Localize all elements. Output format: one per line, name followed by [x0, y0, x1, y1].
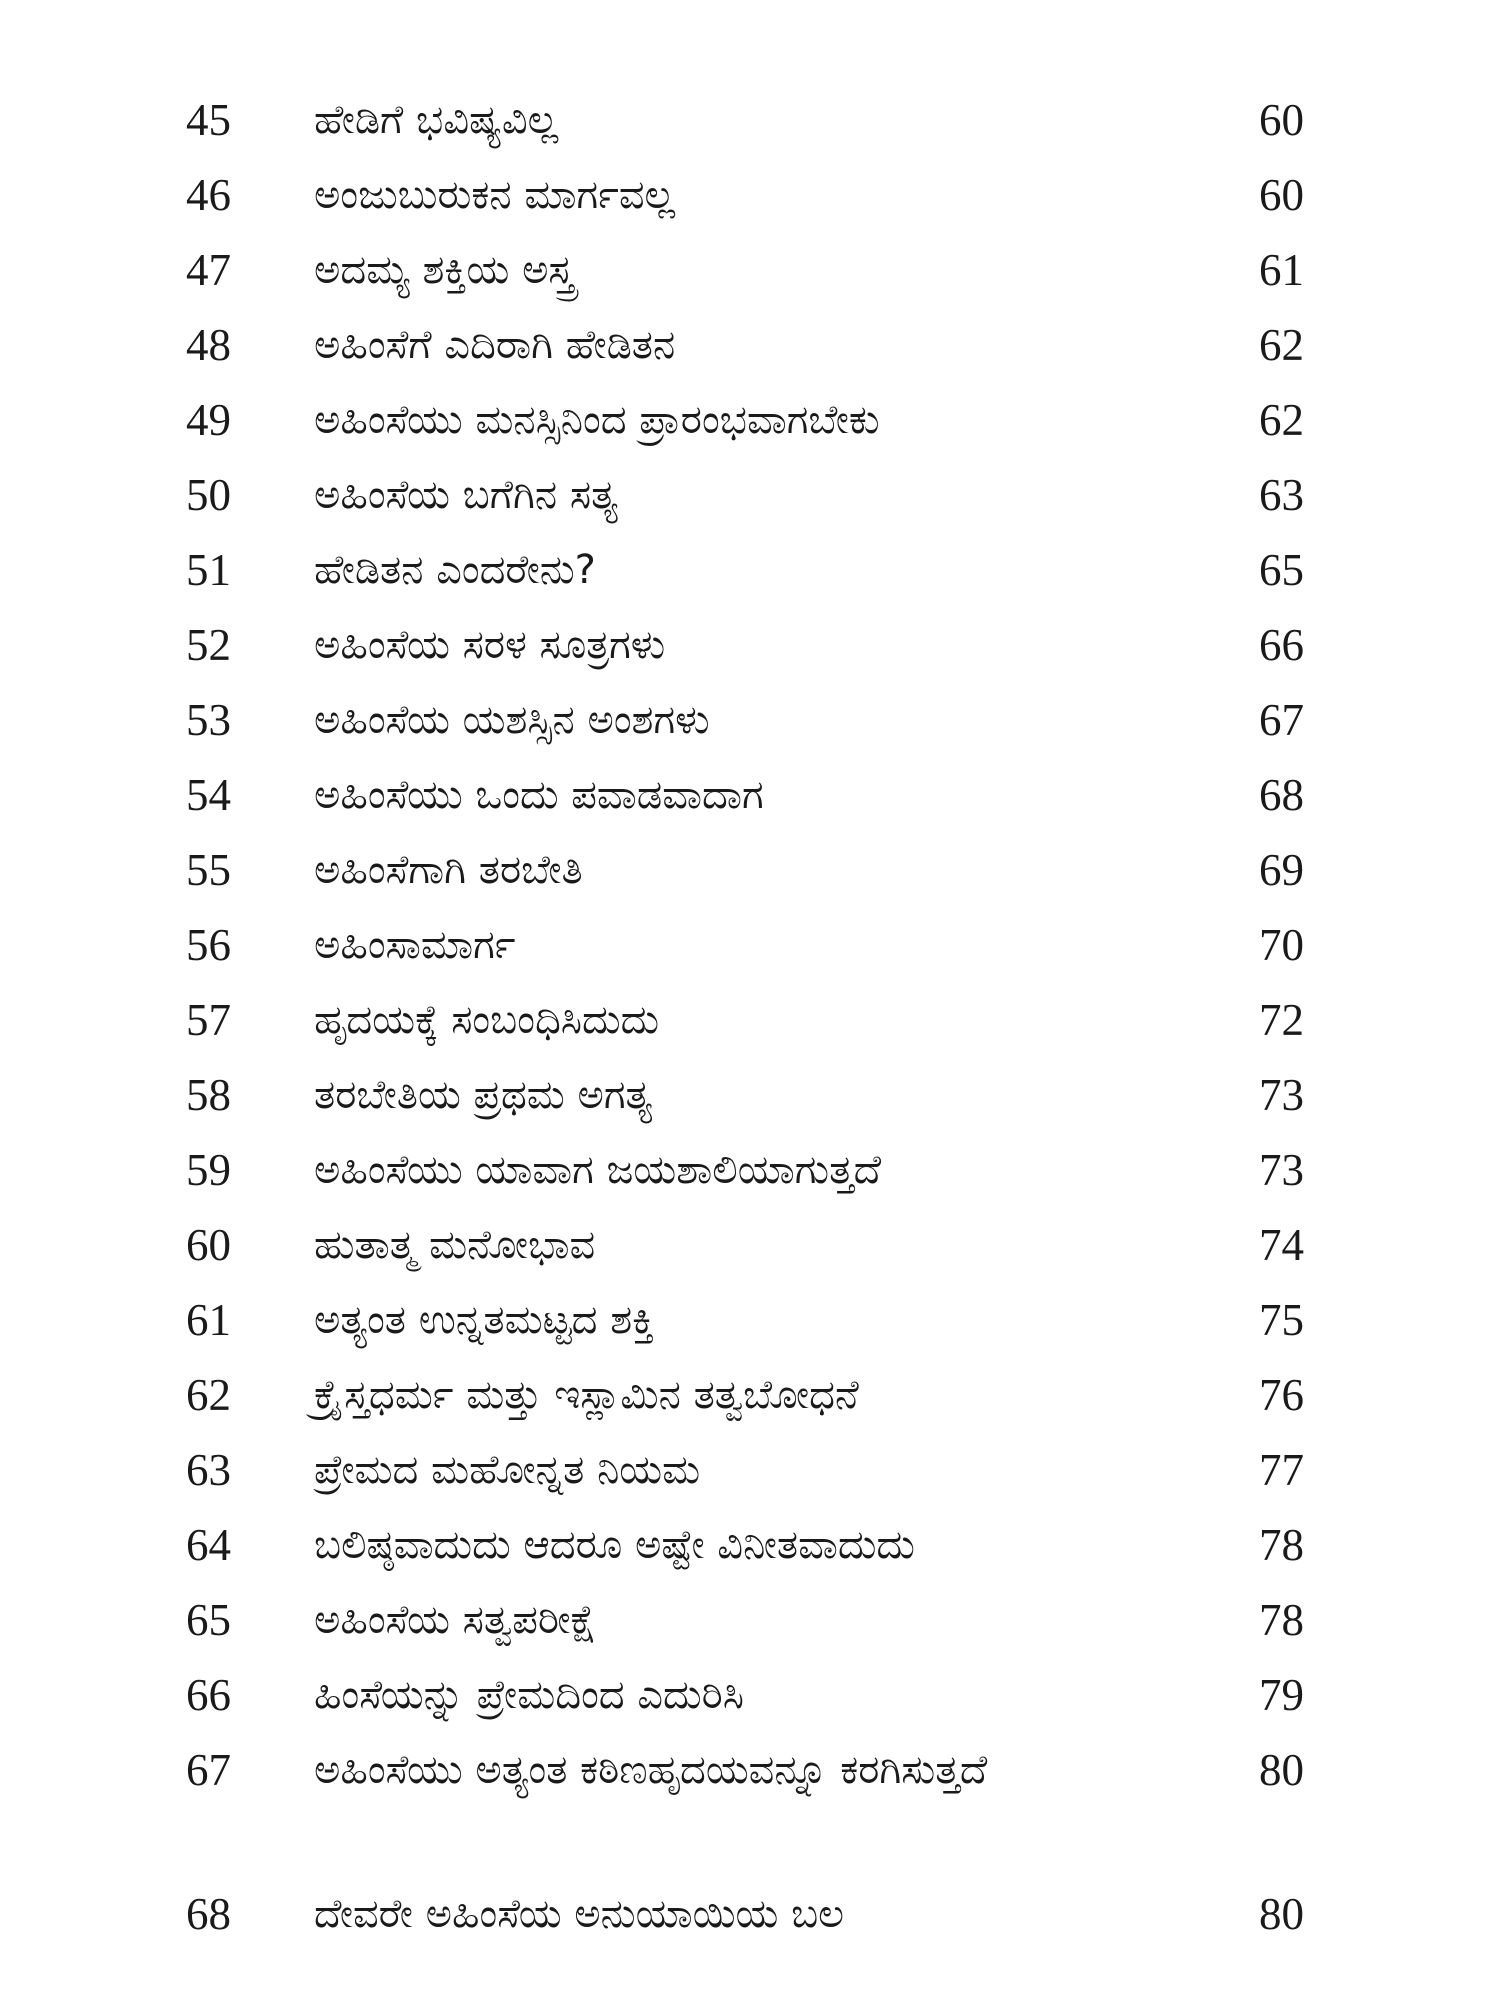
entry-number: 48 — [186, 320, 231, 370]
entry-title: ಹೇಡಿತನ ಎಂದರೇನು? — [314, 547, 596, 593]
entry-page-number: 60 — [1259, 170, 1304, 220]
entry-number: 61 — [186, 1295, 231, 1345]
entry-page-number: 69 — [1259, 845, 1304, 895]
entry-title: ಅಹಿಂಸಾಮಾರ್ಗ — [314, 922, 516, 968]
entry-page-number: 77 — [1259, 1445, 1304, 1495]
entry-number: 47 — [186, 245, 231, 295]
entry-number: 52 — [186, 620, 231, 670]
entry-title: ಹಿಂಸೆಯನ್ನು ಪ್ರೇಮದಿಂದ ಎದುರಿಸಿ — [314, 1672, 744, 1718]
entry-number: 56 — [186, 920, 231, 970]
entry-title: ಅತ್ಯಂತ ಉನ್ನತಮಟ್ಟದ ಶಕ್ತಿ — [314, 1297, 655, 1343]
toc-entry-57 — [0, 982, 1500, 1058]
entry-title: ಹೇಡಿಗೆ ಭವಿಷ್ಯವಿಲ್ಲ — [314, 97, 559, 143]
entry-title: ಹುತಾತ್ಮ ಮನೋಭಾವ — [314, 1222, 596, 1268]
entry-page-number: 80 — [1259, 1745, 1304, 1795]
toc-entry-64 — [0, 1507, 1500, 1583]
entry-number: 45 — [186, 95, 231, 145]
entry-number: 46 — [186, 170, 231, 220]
entry-page-number: 68 — [1259, 770, 1304, 820]
entry-page-number: 63 — [1259, 470, 1304, 520]
entry-number: 64 — [186, 1520, 231, 1570]
toc-entry-46 — [0, 157, 1500, 233]
toc-entry-51 — [0, 532, 1500, 608]
entry-title: ಅಹಿಂಸೆಯ ಸರಳ ಸೂತ್ರಗಳು — [314, 622, 666, 668]
entry-number: 55 — [186, 845, 231, 895]
entry-title: ಅಹಿಂಸೆಯು ಅತ್ಯಂತ ಕಠಿಣಹೃದಯವನ್ನೂ ಕರಗಿಸುತ್ತದೆ — [314, 1747, 988, 1793]
entry-title: ಅಹಿಂಸೆಯ ಸತ್ವಪರೀಕ್ಷೆ — [314, 1597, 597, 1643]
entry-page-number: 78 — [1259, 1595, 1304, 1645]
entry-title: ಅದಮ್ಯ ಶಕ್ತಿಯ ಅಸ್ತ್ರ — [314, 247, 575, 293]
toc-entry-47 — [0, 232, 1500, 308]
toc-entry-61 — [0, 1282, 1500, 1358]
entry-number: 54 — [186, 770, 231, 820]
entry-page-number: 70 — [1259, 920, 1304, 970]
entry-page-number: 73 — [1259, 1070, 1304, 1120]
entry-page-number: 60 — [1259, 95, 1304, 145]
entry-number: 63 — [186, 1445, 231, 1495]
entry-page-number: 61 — [1259, 245, 1304, 295]
entry-page-number: 62 — [1259, 320, 1304, 370]
entry-title: ಬಲಿಷ್ಠವಾದುದು ಆದರೂ ಅಷ್ಟೇ ವಿನೀತವಾದುದು — [314, 1522, 915, 1568]
toc-entry-54 — [0, 757, 1500, 833]
toc-entry-67 — [0, 1732, 1500, 1874]
entry-page-number: 73 — [1259, 1145, 1304, 1195]
entry-number: 59 — [186, 1145, 231, 1195]
toc-entry-52 — [0, 607, 1500, 683]
entry-number: 51 — [186, 545, 231, 595]
entry-title: ಅಹಿಂಸೆಗಾಗಿ ತರಬೇತಿ — [314, 847, 583, 893]
entry-title: ಪ್ರೇಮದ ಮಹೋನ್ನತ ನಿಯಮ — [314, 1447, 701, 1493]
toc-entry-58 — [0, 1057, 1500, 1133]
entry-title: ಅಹಿಂಸೆಗೆ ಎದಿರಾಗಿ ಹೇಡಿತನ — [314, 322, 676, 368]
toc-entry-63 — [0, 1432, 1500, 1508]
entry-title: ಅಹಿಂಸೆಯ ಬಗೆಗಿನ ಸತ್ಯ — [314, 472, 618, 518]
entry-page-number: 67 — [1259, 695, 1304, 745]
entry-page-number: 79 — [1259, 1670, 1304, 1720]
entry-number: 50 — [186, 470, 231, 520]
toc-entry-62 — [0, 1357, 1500, 1433]
entry-page-number: 65 — [1259, 545, 1304, 595]
entry-page-number: 66 — [1259, 620, 1304, 670]
entry-page-number: 72 — [1259, 995, 1304, 1045]
toc-entry-53 — [0, 682, 1500, 758]
entry-title: ಅಹಿಂಸೆಯು ಯಾವಾಗ ಜಯಶಾಲಿಯಾಗುತ್ತದೆ — [314, 1147, 882, 1193]
entry-number: 49 — [186, 395, 231, 445]
entry-page-number: 62 — [1259, 395, 1304, 445]
entry-number: 66 — [186, 1670, 231, 1720]
toc-entry-60 — [0, 1207, 1500, 1283]
toc-entry-59 — [0, 1132, 1500, 1208]
toc-entry-68 — [0, 1876, 1500, 1952]
entry-title: ಅಹಿಂಸೆಯು ಮನಸ್ಸಿನಿಂದ ಪ್ರಾರಂಭವಾಗಬೇಕು — [314, 397, 880, 443]
entry-title: ಅಂಜುಬುರುಕನ ಮಾರ್ಗವಲ್ಲ — [314, 172, 676, 218]
entry-number: 62 — [186, 1370, 231, 1420]
entry-number: 60 — [186, 1220, 231, 1270]
entry-title: ದೇವರೇ ಅಹಿಂಸೆಯ ಅನುಯಾಯಿಯ ಬಲ — [314, 1891, 845, 1937]
entry-title: ಅಹಿಂಸೆಯ ಯಶಸ್ಸಿನ ಅಂಶಗಳು — [314, 697, 710, 743]
entry-title: ಹೃದಯಕ್ಕೆ ಸಂಬಂಧಿಸಿದುದು — [314, 997, 660, 1043]
entry-page-number: 80 — [1259, 1889, 1304, 1939]
toc-entry-56 — [0, 907, 1500, 983]
toc-entry-66 — [0, 1657, 1500, 1733]
entry-number: 53 — [186, 695, 231, 745]
entry-page-number: 74 — [1259, 1220, 1304, 1270]
entry-page-number: 76 — [1259, 1370, 1304, 1420]
entry-number: 67 — [186, 1745, 231, 1795]
toc-entry-55 — [0, 832, 1500, 908]
entry-title: ತರಬೇತಿಯ ಪ್ರಥಮ ಅಗತ್ಯ — [314, 1072, 653, 1118]
toc-entry-50 — [0, 457, 1500, 533]
entry-page-number: 75 — [1259, 1295, 1304, 1345]
toc-entry-48 — [0, 307, 1500, 383]
entry-number: 65 — [186, 1595, 231, 1645]
entry-number: 68 — [186, 1889, 231, 1939]
entry-page-number: 78 — [1259, 1520, 1304, 1570]
toc-entry-49 — [0, 382, 1500, 458]
entry-number: 58 — [186, 1070, 231, 1120]
toc-entry-65 — [0, 1582, 1500, 1658]
entry-title: ಕ್ರೈಸ್ತಧರ್ಮ ಮತ್ತು ಇಸ್ಲಾಮಿನ ತತ್ವಬೋಧನೆ — [314, 1372, 859, 1418]
toc-entry-45 — [0, 82, 1500, 158]
entry-number: 57 — [186, 995, 231, 1045]
entry-title: ಅಹಿಂಸೆಯು ಒಂದು ಪವಾಡವಾದಾಗ — [314, 772, 764, 818]
